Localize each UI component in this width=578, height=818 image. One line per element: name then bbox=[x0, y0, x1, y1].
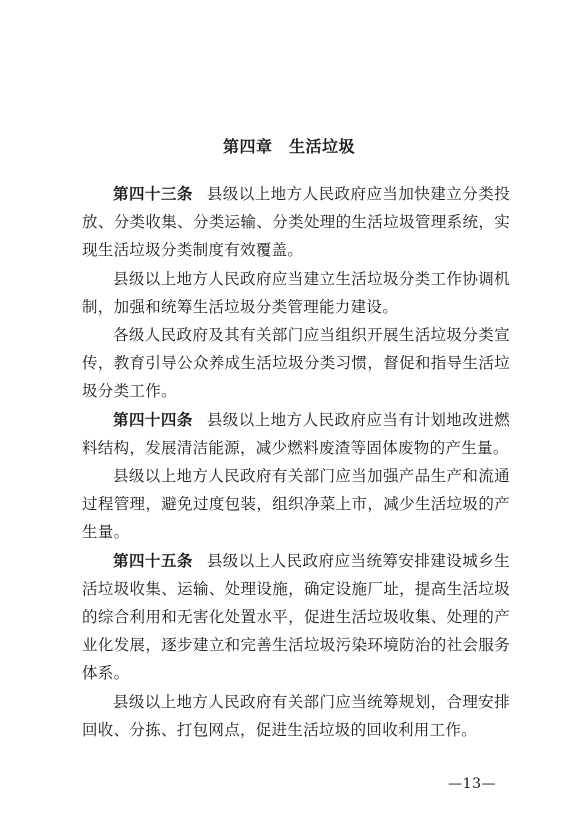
paragraph-text: 县级以上地方人民政府应当加快建立分类投放、分类收集、分类运输、分类处理的生活垃圾管理系统，实现生活垃圾分类制度有效覆盖。 bbox=[82, 185, 510, 260]
paragraph bbox=[82, 547, 510, 688]
paragraph-text: 县级以上地方人民政府有关部门应当统筹规划，合理安排回收、分拣、打包网点，促进生活垃圾的回收利用工作。 bbox=[82, 692, 510, 739]
paragraph-text: 县级以上人民政府应当统筹安排建设城乡生活垃圾收集、运输、处理设施，确定设施厂址，提高生活垃圾的综合利用和无害化处置水平，促进生活垃圾收集、处理的产业化发展，逐步建立和完善生活垃圾污染环境防治的社会服务体系。 bbox=[82, 551, 510, 683]
article-number: 第四十五条 bbox=[113, 551, 193, 570]
paragraph bbox=[82, 406, 510, 462]
paragraph bbox=[82, 265, 510, 321]
paragraph bbox=[82, 688, 510, 744]
paragraph-text: 县级以上地方人民政府应当建立生活垃圾分类工作协调机制，加强和统筹生活垃圾分类管理能力建设。 bbox=[82, 269, 510, 316]
chapter-title: 第四章 生活垃圾 bbox=[222, 137, 355, 156]
paragraph bbox=[82, 180, 510, 265]
paragraph bbox=[82, 462, 510, 547]
page-number: —13— bbox=[448, 776, 496, 792]
article-number: 第四十三条 bbox=[113, 185, 193, 203]
paragraph-text: 各级人民政府及其有关部门应当组织开展生活垃圾分类宣传，教育引导公众养成生活垃圾分类习惯，督促和指导生活垃圾分类工作。 bbox=[82, 326, 510, 401]
paragraph bbox=[82, 321, 510, 406]
paragraph-text: 县级以上地方人民政府应当有计划地改进燃料结构，发展清洁能源，减少燃料废渣等固体废物的产生量。 bbox=[82, 410, 510, 457]
paragraph-text: 县级以上地方人民政府有关部门应当加强产品生产和流通过程管理，避免过度包装，组织净菜上市，减少生活垃圾的产生量。 bbox=[82, 467, 510, 542]
body-text bbox=[82, 180, 510, 744]
article-number: 第四十四条 bbox=[113, 410, 193, 429]
